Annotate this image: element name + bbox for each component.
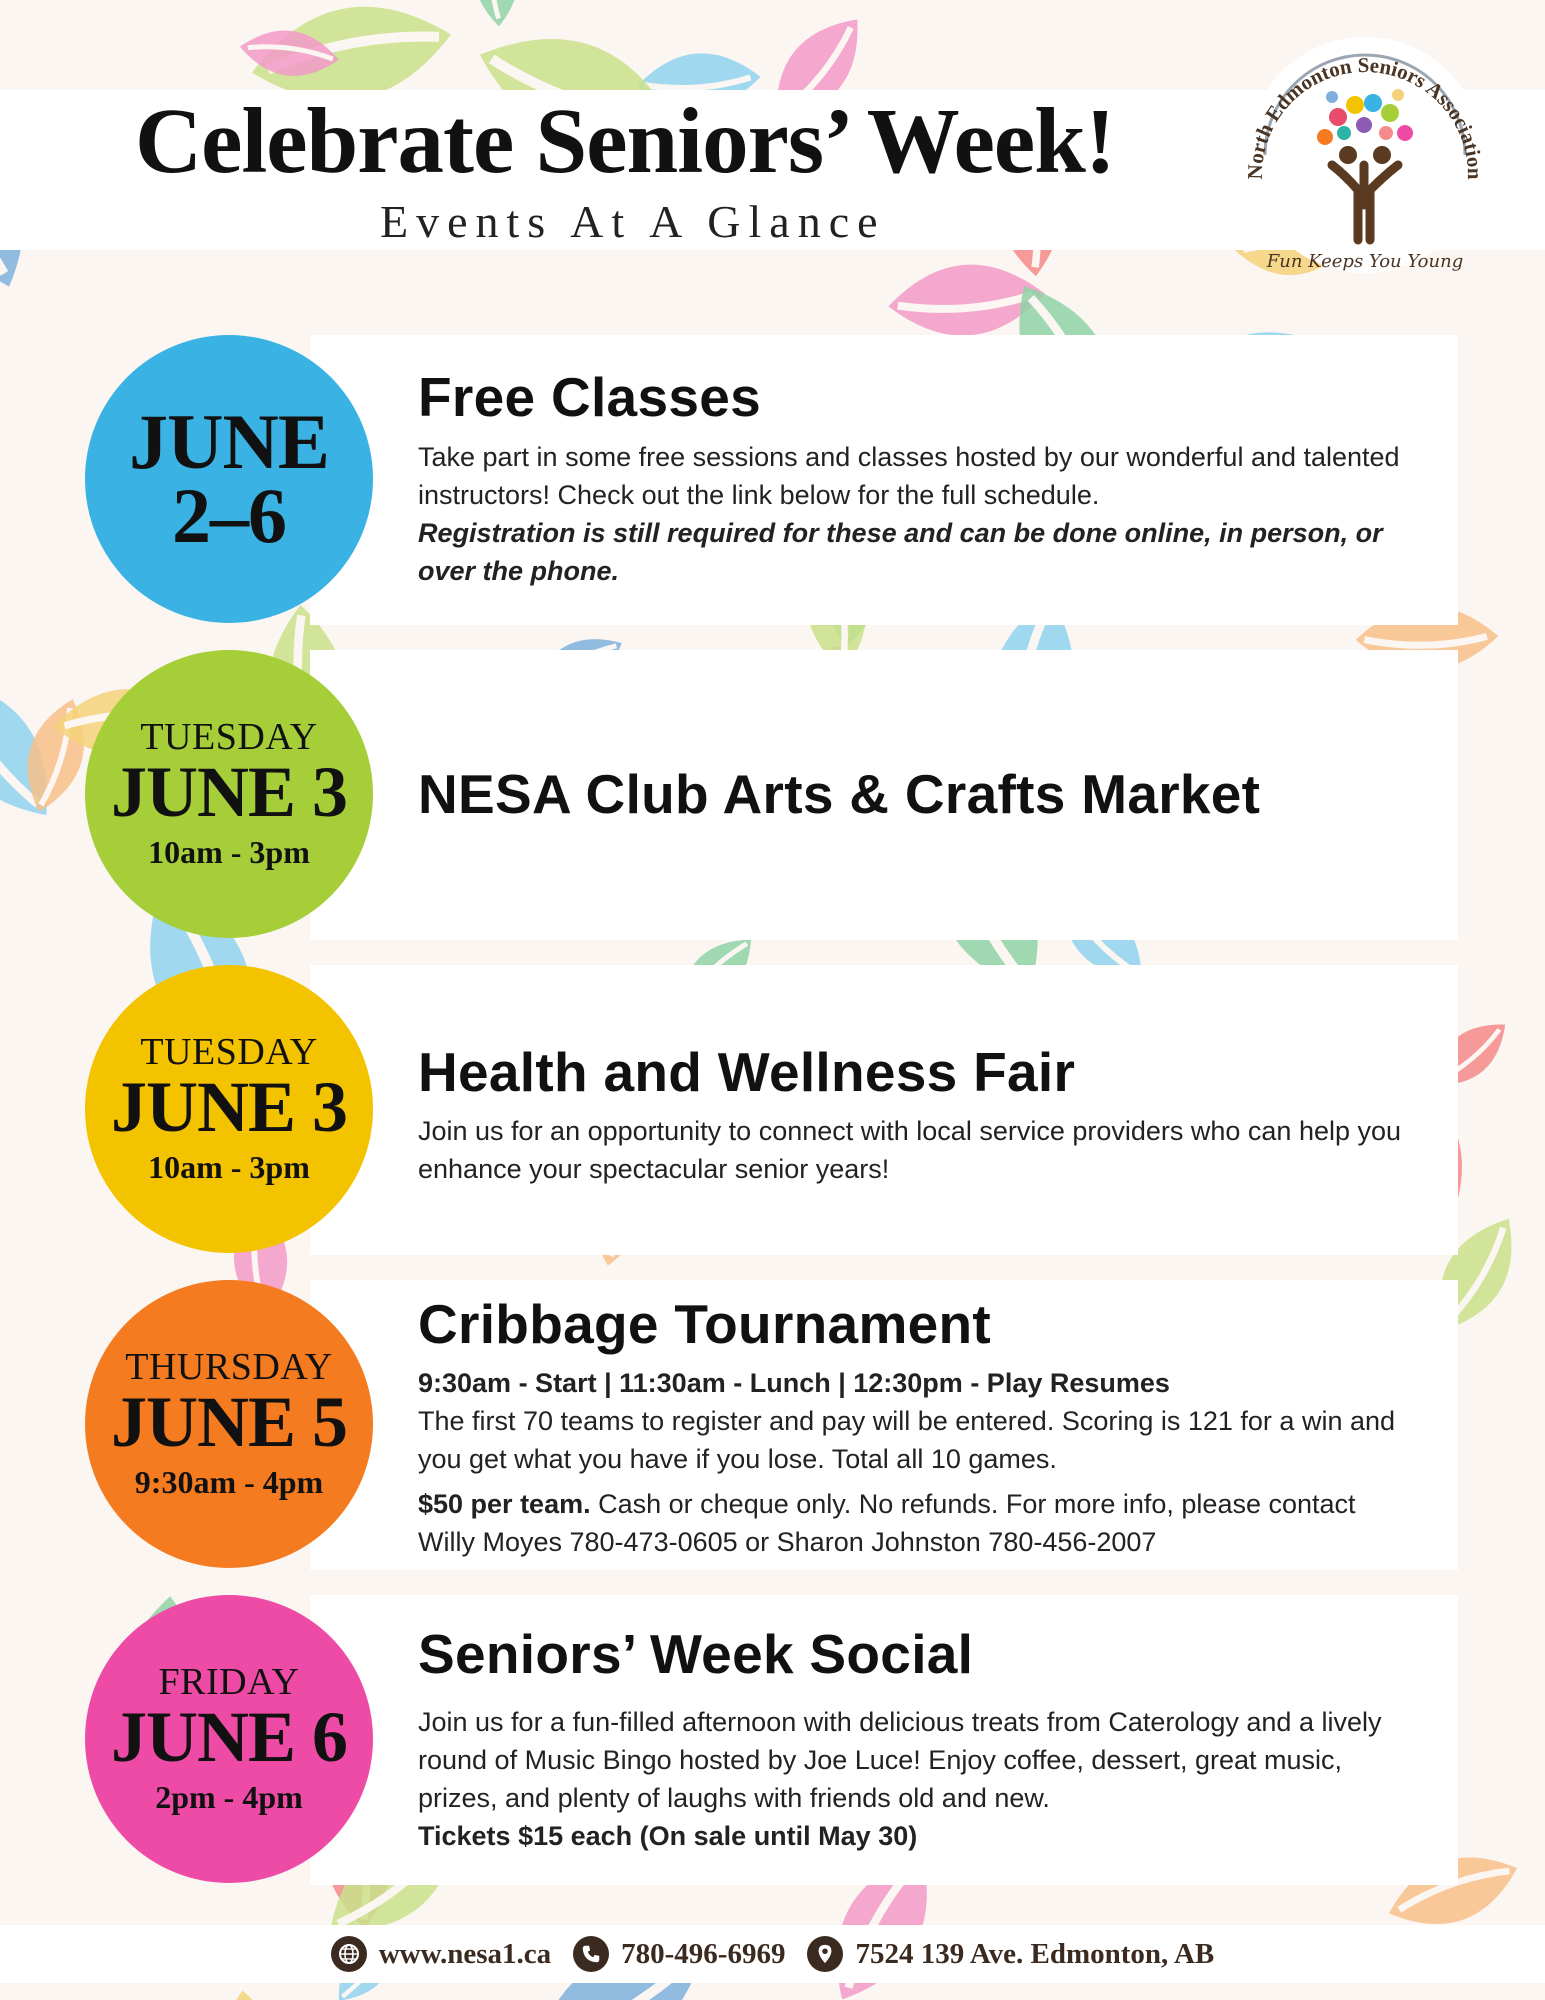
badge-date: JUNE 3	[110, 751, 347, 832]
event-price: $50 per team.	[418, 1489, 591, 1519]
event-price-details: Cash or cheque only. No refunds. For more info, please contact Willy Moyes 780-473-0605 or Sharon Johnston 780-456-2007	[418, 1489, 1356, 1557]
badge-time: 9:30am - 4pm	[134, 1463, 324, 1500]
leaf-shape	[472, 0, 521, 28]
badge-time: 10am - 3pm	[148, 1148, 310, 1185]
badge-date: JUNE 6	[110, 1696, 347, 1777]
nesa-logo	[1240, 25, 1490, 295]
event-title: Seniors’ Week Social	[418, 1623, 974, 1685]
badge-day: TUESDAY	[140, 715, 318, 758]
contact-footer	[0, 1925, 1545, 1983]
event-title: Free Classes	[418, 366, 761, 428]
event-description	[418, 438, 1428, 590]
logo-org-name: North Edmonton Seniors Association	[1242, 52, 1488, 180]
phone-icon	[573, 1936, 609, 1972]
footer-address[interactable]	[807, 1936, 1214, 1972]
footer-phone[interactable]	[573, 1936, 785, 1972]
event-schedule: 9:30am - Start | 11:30am - Lunch | 12:30pm - Play Resumes	[418, 1368, 1170, 1398]
event-date-badge	[85, 1595, 373, 1883]
badge-day: TUESDAY	[140, 1030, 318, 1073]
event-date-badge	[85, 1280, 373, 1568]
page-title: Celebrate Seniors’ Week!	[135, 90, 1115, 193]
badge-day: FRIDAY	[158, 1660, 300, 1703]
footer-website[interactable]	[331, 1936, 551, 1972]
badge-time: 2pm - 4pm	[155, 1778, 303, 1815]
logo-tagline: Fun Keeps You Young	[1266, 251, 1464, 272]
badge-date-month: JUNE	[129, 397, 329, 485]
page-subtitle: Events At A Glance	[380, 196, 886, 247]
event-description-text: Take part in some free sessions and classes hosted by our wonderful and talented instructors! Check out the link below for the full schedule.	[418, 442, 1400, 510]
event-pricing	[418, 1485, 1408, 1561]
phone-number[interactable]: 780-496-6969	[621, 1937, 786, 1970]
badge-date-range: 2–6	[172, 472, 286, 559]
event-date-badge	[85, 650, 373, 938]
event-description: Join us for an opportunity to connect with local service providers who can help you enhance your spectacular senior years!	[418, 1116, 1402, 1184]
globe-icon	[331, 1936, 367, 1972]
badge-day: THURSDAY	[125, 1345, 333, 1388]
location-pin-icon	[807, 1936, 843, 1972]
event-tickets: Tickets $15 each (On sale until May 30)	[418, 1821, 918, 1851]
badge-date: JUNE 5	[110, 1381, 347, 1462]
address-text[interactable]: 7524 139 Ave. Edmonton, AB	[855, 1937, 1215, 1970]
badge-time: 10am - 3pm	[148, 833, 310, 870]
badge-date: JUNE 3	[110, 1066, 347, 1147]
event-title: NESA Club Arts & Crafts Market	[418, 763, 1261, 825]
event-registration-note: Registration is still required for these and can be done online, in person, or over the phone.	[418, 518, 1383, 586]
website-link[interactable]: www.nesa1.ca	[378, 1937, 552, 1970]
event-date-badge	[85, 335, 373, 623]
event-description: The first 70 teams to register and pay will be entered. Scoring is 121 for a win and you get what you have if you lose. Total all 10 games.	[418, 1406, 1396, 1474]
event-card-health-fair	[310, 965, 1458, 1255]
event-title: Health and Wellness Fair	[418, 1041, 1076, 1103]
event-description: Join us for a fun-filled afternoon with delicious treats from Caterology and a lively round of Music Bingo hosted by Joe Luce! Enjoy coffee, dessert, great music, prizes, and plenty of laughs with friends old and new.	[418, 1707, 1382, 1813]
leaf-shape	[211, 1987, 291, 2000]
event-date-badge	[85, 965, 373, 1253]
event-title: Cribbage Tournament	[418, 1293, 992, 1355]
